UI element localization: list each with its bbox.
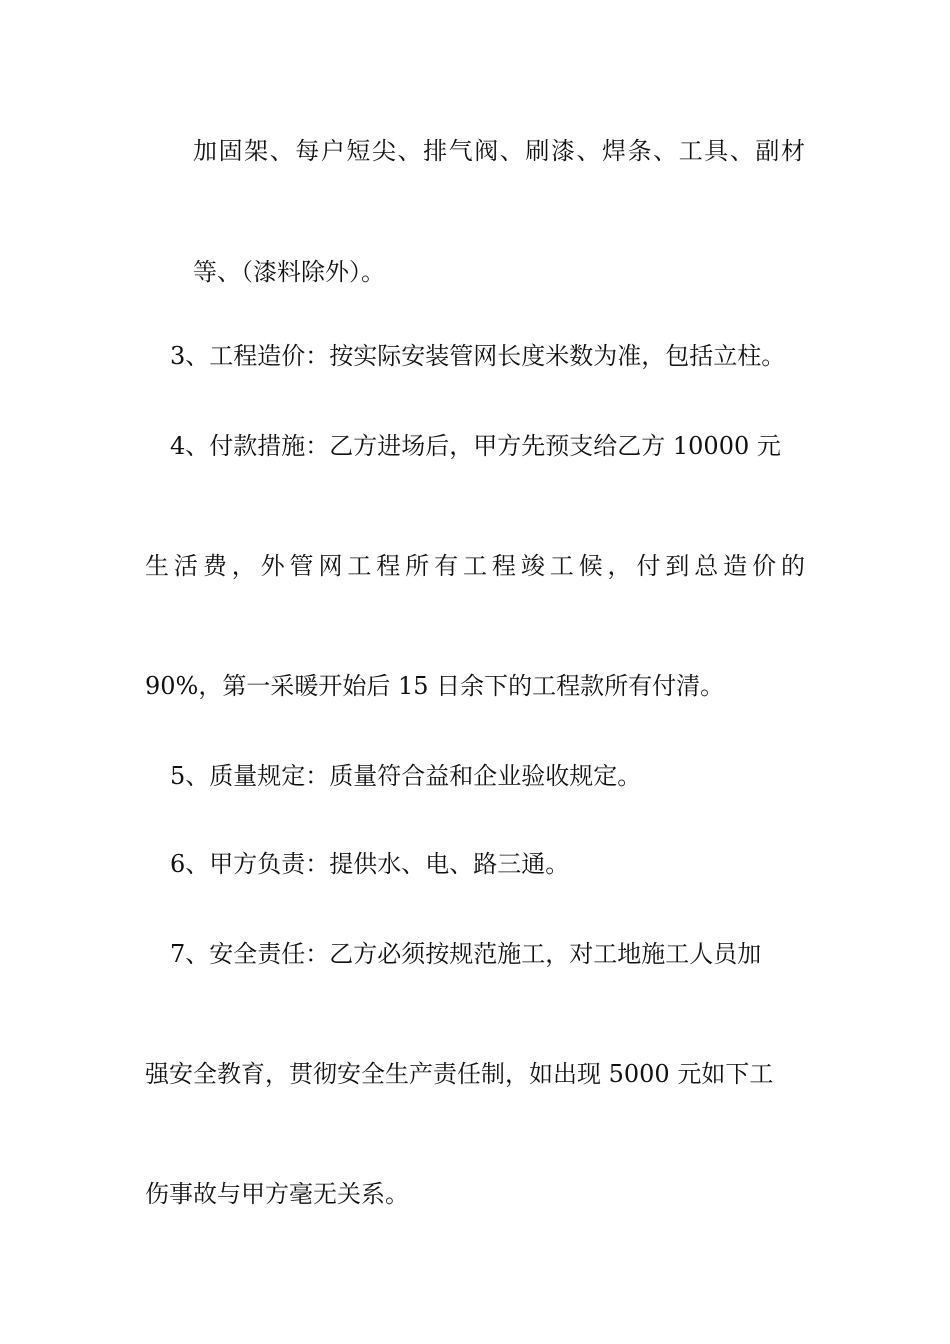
clause-7-line: 7、安全责任：乙方必须按规范施工，对工地施工人员加	[170, 940, 762, 968]
paragraph-line: 加固架、每户短尖、排气阀、刷漆、焊条、工具、副材	[193, 137, 805, 165]
clause-6-line: 6、甲方负责：提供水、电、路三通。	[170, 850, 570, 878]
paragraph-line: 伤事故与甲方毫无关系。	[145, 1180, 409, 1208]
paragraph-line: 生活费，外管网工程所有工程竣工候，付到总造价的	[145, 552, 805, 580]
paragraph-line: 强安全教育，贯彻安全生产责任制，如出现 5000 元如下工	[145, 1060, 774, 1088]
paragraph-line: 等、（漆料除外）。	[193, 258, 385, 286]
clause-5-line: 5、质量规定：质量符合益和企业验收规定。	[170, 762, 642, 790]
clause-3-line: 3、工程造价：按实际安装管网长度米数为准，包括立柱。	[170, 342, 786, 370]
clause-4-line: 4、付款措施：乙方进场后，甲方先预支给乙方 10000 元	[170, 432, 781, 460]
paragraph-line: 90%，第一采暖开始后 15 日余下的工程款所有付清。	[145, 672, 725, 700]
